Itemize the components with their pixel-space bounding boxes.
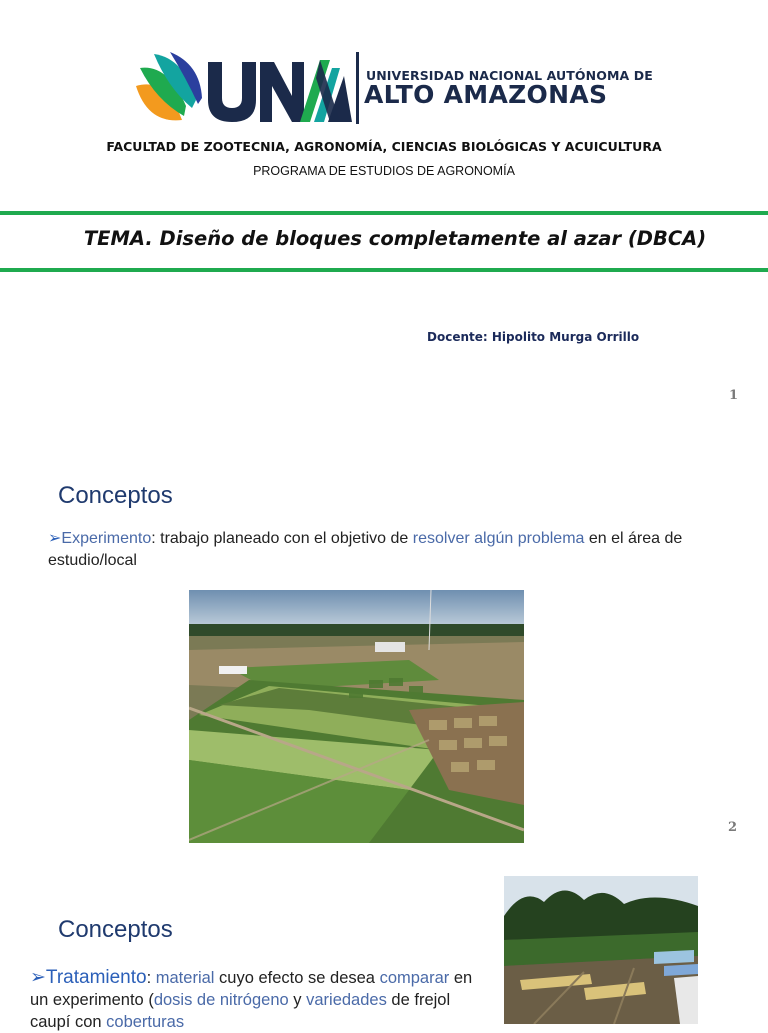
slide2-paragraph: ➢Experimento: trabajo planeado con el objetivo de resolver algún problema en el área de estudio/local: [48, 530, 683, 569]
bullet-arrow-icon: ➢: [48, 530, 62, 547]
term-experimento: Experimento: [61, 530, 152, 547]
experimental-field-photo: [189, 590, 524, 843]
slide-topic-title: TEMA. Diseño de bloques completamente al azar (DBCA): [83, 227, 707, 250]
university-name-bottom: ALTO AMAZONAS: [364, 80, 608, 109]
program-title: PROGRAMA DE ESTUDIOS DE AGRONOMÍA: [253, 164, 515, 178]
term-tratamiento: Tratamiento: [45, 967, 147, 988]
slide3-paragraph: ➢Tratamiento: material cuyo efecto se desea comparar en un experimento (dosis de nitrógeno y variedades de frejol caupí con coberturas: [30, 967, 473, 1031]
logo-divider: [356, 52, 359, 124]
slide2-heading: Conceptos: [58, 482, 173, 509]
divider-top: [0, 211, 768, 215]
page-number-2: 2: [728, 820, 738, 835]
accent-phrase: resolver algún problema: [412, 530, 585, 547]
bullet-arrow-icon: ➢: [30, 967, 46, 988]
faculty-title: FACULTAD DE ZOOTECNIA, AGRONOMÍA, CIENCIAS BIOLÓGICAS Y ACUICULTURA: [106, 139, 662, 154]
university-name-top: UNIVERSIDAD NACIONAL AUTÓNOMA DE: [366, 68, 653, 83]
slide3-heading: Conceptos: [58, 916, 173, 943]
unaaa-logo: [134, 48, 356, 128]
divider-bottom: [0, 268, 768, 272]
page-number-1: 1: [729, 388, 739, 403]
plots-photo: [504, 876, 698, 1024]
teacher-name: Docente: Hipolito Murga Orrillo: [427, 330, 640, 344]
